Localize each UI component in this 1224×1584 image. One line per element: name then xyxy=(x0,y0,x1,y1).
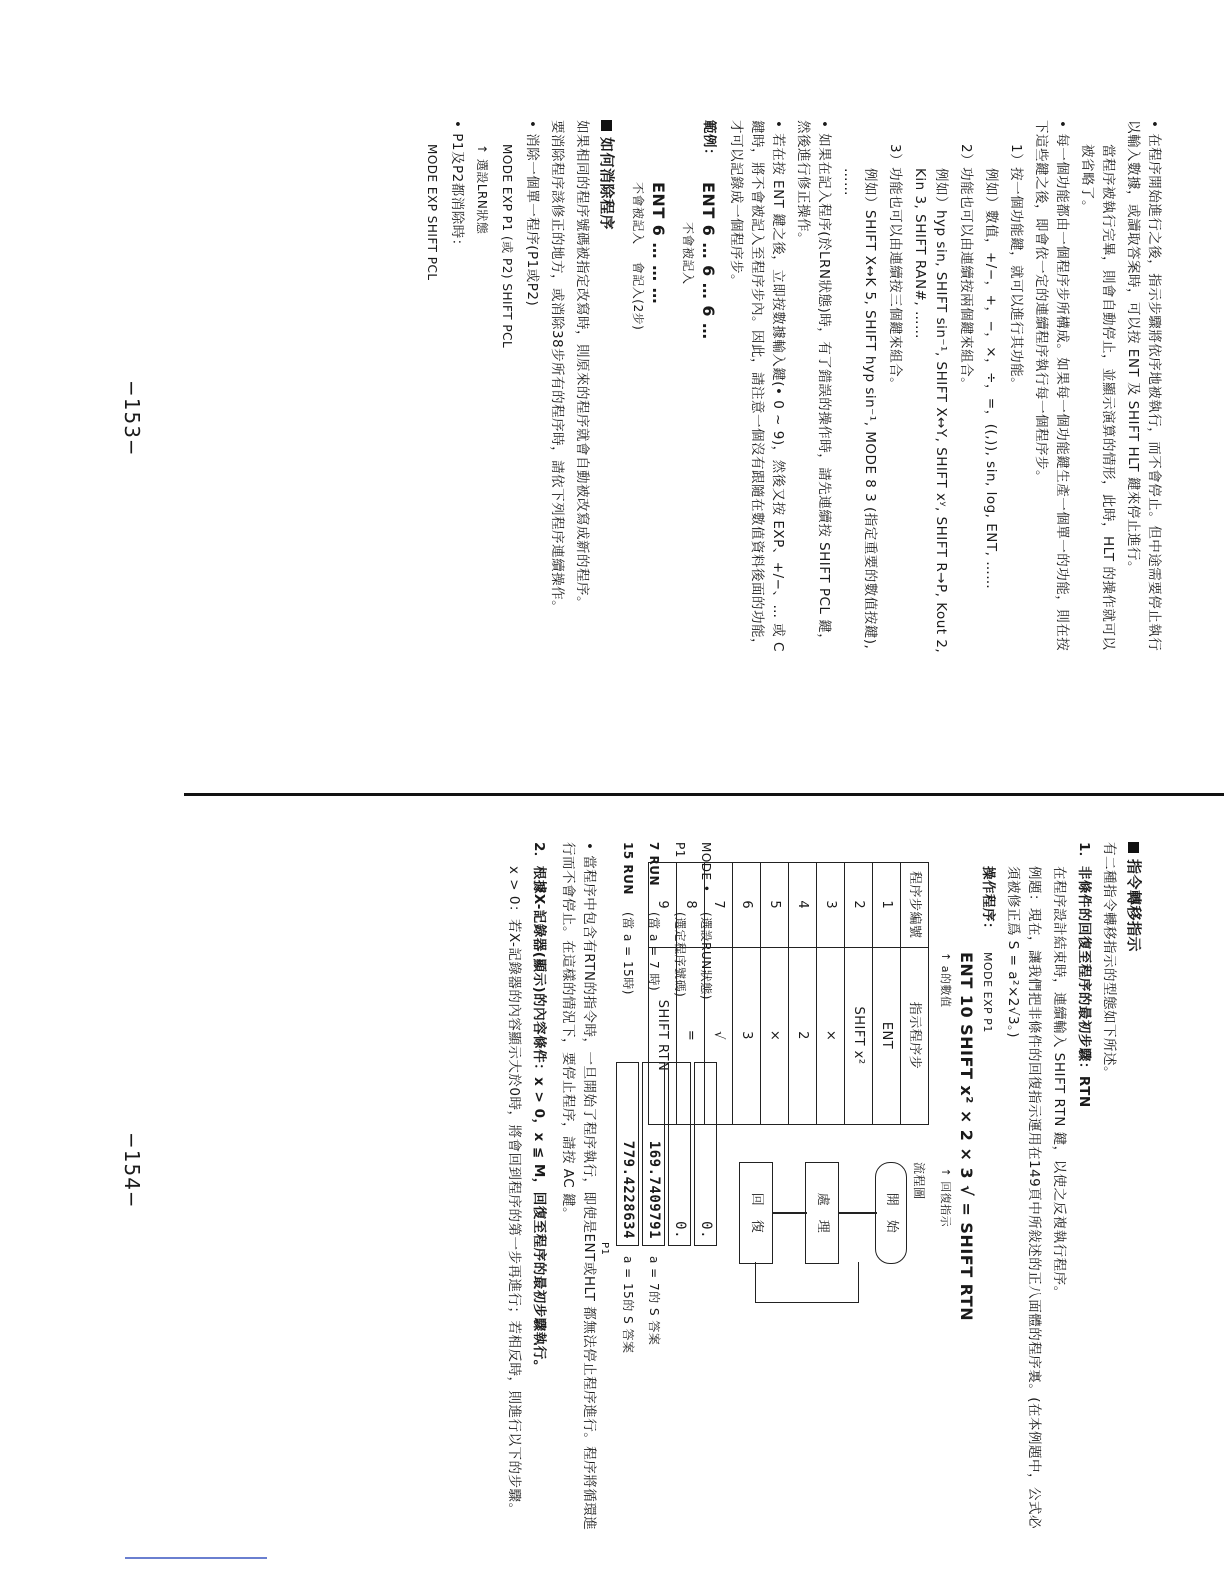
run-note: (當 a = 15時) xyxy=(621,912,636,995)
step-instruction: SHIFT RTN xyxy=(649,947,677,1124)
step-instruction: SHIFT x² xyxy=(845,947,873,1124)
scan-artifact-line xyxy=(125,1557,267,1559)
arrow-up-icon: ↑ xyxy=(939,952,952,966)
step-instruction: √ xyxy=(705,947,733,1124)
erase-one-keys: MODE EXP P1 (或 P2) SHIFT PCL xyxy=(500,144,514,349)
flow-return: 回 復 xyxy=(739,1162,773,1264)
item1: 1．非條件的回復至程序的最初步驟：RTN xyxy=(1076,842,1092,1108)
flowchart-title: 流程圖 xyxy=(912,1162,926,1200)
paragraph: • 如果在記入程序(於LRN狀態)時，有了錯誤的操作時，請先連續按 SHIFT PCL 鍵，然後進行修正操作。 xyxy=(792,120,834,660)
item2-text: x > 0：若X-記錄器的內容顯示大於0時，將會回到程序的第一步再進行；若相反時，則進行以下的步驟。 xyxy=(506,866,522,1517)
step-instruction: 2 xyxy=(789,947,817,1124)
rtn-label: ↑ 回復指示 xyxy=(939,1167,952,1228)
erase-both-keys: MODE EXP SHIFT PCL xyxy=(425,144,439,281)
section-title: 如何消除程序 xyxy=(596,120,617,660)
step-number: 4 xyxy=(789,863,817,948)
step-number: 2 xyxy=(845,863,873,948)
example1-note: 不會被記入 xyxy=(681,222,695,285)
erase-both-label: • P1及P2都消除時： xyxy=(446,120,467,660)
table-row xyxy=(817,863,845,1125)
display-readout: 0. xyxy=(669,1062,692,1246)
run-row xyxy=(615,842,641,1542)
run-row xyxy=(667,842,693,1542)
example2-note-a: 不會被記入 xyxy=(631,182,645,245)
run-note: (當 a = 7 時) xyxy=(647,912,662,992)
paragraph: 2）功能也可以由連續按兩個鍵來組合。 xyxy=(958,144,974,392)
program-area xyxy=(599,842,929,1542)
op-keys xyxy=(935,952,998,1321)
paragraph: 3）功能也可以由連續按三個鍵來組合。 xyxy=(887,144,903,392)
op-block xyxy=(935,866,998,1542)
table-row xyxy=(873,863,901,1125)
table-row xyxy=(845,863,873,1125)
step-instruction: 3 xyxy=(733,947,761,1124)
step-number: 1 xyxy=(873,863,901,948)
flow-loop-line xyxy=(755,1262,859,1303)
op-label: 操作程序： xyxy=(980,866,996,936)
program-flag: P1 xyxy=(599,1242,610,1256)
run-row xyxy=(641,842,667,1542)
paragraph: 例如）SHIFT X↔K 5, SHIFT hyp sin⁻¹, MODE 8 3 (指定重要的數值按鍵), …… xyxy=(841,168,878,650)
answer-note: a = 15的 S 答案 xyxy=(621,1256,636,1354)
run-key: MODE • xyxy=(699,842,714,893)
flow-start: 開 始 xyxy=(875,1162,907,1264)
lrn-note: ↑ 選設LRN狀態 xyxy=(475,144,489,235)
page-number-154: −154− xyxy=(120,1132,144,1209)
run-row xyxy=(693,842,719,1542)
a-value-label: ↑ a的數值 xyxy=(939,952,952,1008)
display-readout: 169.7409791 xyxy=(643,1062,666,1246)
step-number: 8 xyxy=(677,863,705,948)
run-key: 15 RUN xyxy=(621,842,636,895)
arrow-up-icon: ↑ xyxy=(939,1167,952,1182)
step-number: 9 xyxy=(649,863,677,948)
paragraph: 例如）hyp sin, SHIFT sin⁻¹, SHIFT X↔Y, SHIFT xʸ, SHIFT R→P, Kout 2, Kin 3, SHIFT RAN#, …… xyxy=(912,168,949,654)
paragraph: 要消除程序該修正的地方，或消除38步所有的程序時，請依下列程序連續操作。 xyxy=(549,120,565,615)
step-number: 6 xyxy=(733,863,761,948)
run-note: (選設RUN狀態) xyxy=(699,912,714,1000)
step-instruction: ENT xyxy=(873,947,901,1124)
run-key: P1 xyxy=(673,842,688,858)
step-number: 5 xyxy=(761,863,789,948)
table-row xyxy=(789,863,817,1125)
example-keys xyxy=(627,182,719,340)
table-row xyxy=(733,863,761,1125)
left-page-body xyxy=(417,120,1164,660)
paragraph: 如果相同的程序號碼被指定改寫時，則原來的程序就會自動被改寫成新的程序。 xyxy=(574,120,590,610)
item1-text: 在程序設計結束時，連續輸入 SHIFT RTN 鍵，以使之反複執行程序。 xyxy=(1051,866,1067,1300)
example-label: 範例： xyxy=(701,120,717,162)
flow-process: 處 理 xyxy=(805,1162,839,1264)
example2-note-b: 會記入(2步) xyxy=(631,261,645,331)
table-header: 指示程序步 xyxy=(901,947,929,1124)
step-instruction: × xyxy=(761,947,789,1124)
display-readout: 779.4228634 xyxy=(617,1062,640,1246)
step-number: 7 xyxy=(705,863,733,948)
paragraph: 例如）數值，+/−，+，−，×，÷，=，((,)), sin, log, ENT, …… xyxy=(983,168,999,590)
example2-notes xyxy=(627,182,648,340)
op-key-notes xyxy=(935,952,956,1321)
op-keys-1: MODE EXP P1 xyxy=(981,952,994,1033)
example-text: 例題：現在，讓我們把非條件的回復指示運用在149頁中所敍述的正八面體的程序裏。(在本例題中，公式必須被修正爲 S = a²×2√3。) xyxy=(1005,866,1042,1530)
erase-one-label: • 消除一個單一程序(P1或P2) xyxy=(521,120,542,660)
paragraph: • 若在按 ENT 鍵之後，立即按數據輸入鍵(• 0 ~ 9)，然後又按 EXP、+/−、… 或 C 鍵時，將不會被記入至程序步內。因此，請注意一個沒有跟隨在數值資料後面的功能，才可以記錄成一個程序步。 xyxy=(725,120,788,660)
paragraph: • 每一個功能都由一個程序步所構成。如果每一個功能鍵生產一個單一的功能，則在按下這些鍵之後，即會依一定的連續程序執行每一個程序步。 xyxy=(1030,120,1072,660)
right-page-body xyxy=(499,842,1154,1542)
example1-keys: ENT 6 … 6 … 6 … xyxy=(699,182,718,340)
paragraph: 當程序被執行完畢，則會自動停止，並顯示演算的情形，此時，HLT 的操作就可以被省略了。 xyxy=(1079,144,1116,651)
answer-note: a = 7的 S 答案 xyxy=(647,1256,662,1346)
note-rtn: • 當程序中包含有RTN的指令時，一旦開始了程序執行，即使是ENT或HLT 都無法停止程序進行。程序將循環進行而不會停止。在這樣的情況下，要停止程序，請按 AC 鍵。 xyxy=(557,842,599,1542)
section-title: 指令轉移指示 xyxy=(1123,842,1144,1542)
table-header-row xyxy=(901,863,929,1125)
page-number-153: −153− xyxy=(120,380,144,457)
paragraph: 1）按一個功能鍵，就可以進行其功能。 xyxy=(1008,144,1024,392)
example2-keys: ENT 6 … … … xyxy=(649,182,668,305)
example-block xyxy=(627,120,719,660)
op-keys-2: ENT 10 SHIFT x² × 2 × 3 √ = SHIFT RTN xyxy=(957,952,976,1322)
arrow-up-icon: ↑ xyxy=(475,144,489,159)
intro: 有二種指令轉移指示的型態如下所述。 xyxy=(1101,842,1117,1080)
item2: 2．根據X-記錄器(顯示)的內容條件：x > 0，x ≦ M，回復至程序的最初步驟執行。 xyxy=(531,842,547,1374)
paragraph: • 在程序開始進行之後，指示步驟將依序地被執行，而不會停止。但中途需要停止執行以輸入數據，或讀取答案時，可以按 ENT 及 SHIFT HLT 鍵來停止進行。 xyxy=(1122,120,1164,660)
flow-connector xyxy=(773,1212,807,1214)
step-number: 3 xyxy=(817,863,845,948)
display-readout: 0. xyxy=(695,1062,718,1246)
run-note: (選定程序號碼) xyxy=(673,912,688,998)
table-row xyxy=(761,863,789,1125)
page-154 xyxy=(0,792,1224,1584)
step-instruction: × xyxy=(817,947,845,1124)
flow-connector xyxy=(839,1212,877,1214)
run-key: 7 RUN xyxy=(647,842,662,887)
step-instruction: = xyxy=(677,947,705,1124)
run-steps xyxy=(594,842,719,1542)
table-header: 程序步編號 xyxy=(901,863,929,948)
